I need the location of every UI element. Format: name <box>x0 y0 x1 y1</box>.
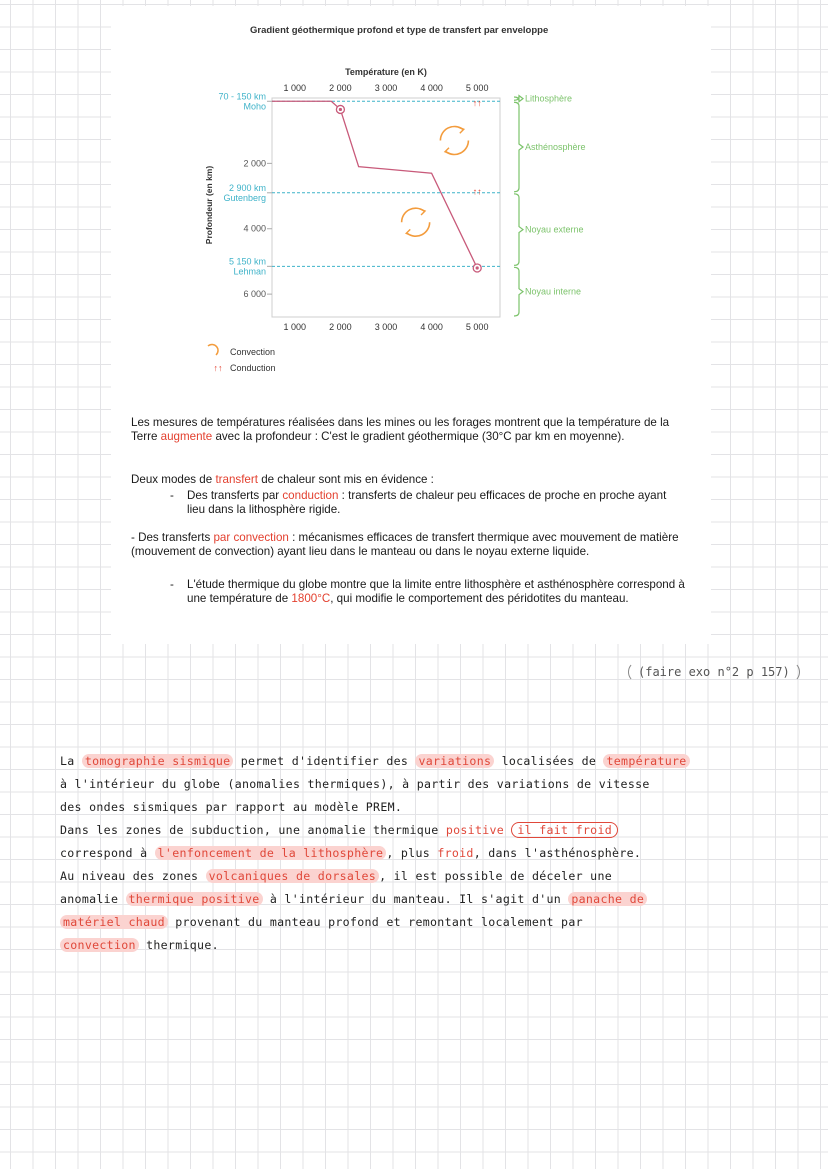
temp-tick-top: 2 000 <box>329 83 352 93</box>
temp-tick-bottom: 4 000 <box>420 322 443 332</box>
envelope-label: Asthénosphère <box>525 142 586 153</box>
hand-line-7: anomalie thermique positive à l'intérieur du manteau. Il s'agit d'un panache de <box>60 892 647 906</box>
bullet-dash-2: - <box>170 578 174 591</box>
convection-arrowhead-icon <box>459 127 464 133</box>
temp-tick-bottom: 1 000 <box>283 322 307 332</box>
temp-tick-top: 5 000 <box>465 83 489 93</box>
envelope-label: Noyau interne <box>525 286 582 297</box>
hand-line-5: correspond à l'enfoncement de la lithosphère , plus froid, dans l'asthénosphère. <box>60 846 642 860</box>
depth-label: 70 - 150 km <box>218 91 266 102</box>
envelope-label: Noyau externe <box>525 224 584 235</box>
paragraph-limit: L'étude thermique du globe montre que la limite entre lithosphère et asthénosphère correspond à une température de 1800°C, qui modifie le comportement des péridotites du manteau. <box>187 578 685 605</box>
convection-arc-icon <box>402 208 424 222</box>
legend-conduction-label: Conduction <box>230 363 276 373</box>
curve-marker-dot <box>476 266 479 269</box>
geotherm-curve <box>272 101 477 268</box>
envelope-bracket <box>514 96 523 102</box>
bullet-dash: - <box>170 489 174 502</box>
temp-tick-top: 1 000 <box>283 83 307 93</box>
hand-line-9: convection thermique. <box>60 938 219 952</box>
chart-title: Gradient géothermique profond et type de transfert par enveloppe <box>250 25 549 36</box>
legend-convection-icon <box>208 344 218 355</box>
legend-convection-label: Convection <box>230 347 276 357</box>
convection-arrowhead-icon <box>420 209 425 215</box>
depth-label-name: Gutenberg <box>223 192 266 203</box>
convection-arrowhead-icon <box>406 229 411 235</box>
hand-line-4: Dans les zones de subduction, une anomalie thermique positive il fait froid <box>60 823 618 837</box>
temp-tick-top: 4 000 <box>420 83 443 93</box>
temp-tick-bottom: 2 000 <box>329 322 352 332</box>
convection-arc-icon <box>440 126 462 140</box>
legend-conduction-icon: ↑↑ <box>213 363 223 373</box>
hand-line-8: matériel chaud provenant du manteau profond et remontant localement par <box>60 915 583 929</box>
plot-frame <box>272 98 500 317</box>
convection-arc-icon <box>446 140 468 154</box>
depth-label: 4 000 <box>243 223 266 234</box>
hand-line-6: Au niveau des zones volcaniques de dorsales , il est possible de déceler une <box>60 869 613 883</box>
paragraph-conduction: Des transferts par conduction : transferts de chaleur peu efficaces de proche en proche ayant lieu dans la lithosphère rigide. <box>187 489 667 516</box>
depth-label: 2 900 km <box>228 182 266 193</box>
depth-axis-title: Profondeur (en km) <box>204 165 214 245</box>
envelope-bracket <box>514 102 523 192</box>
temp-axis-title: Température (en K) <box>345 67 427 77</box>
depth-label: 5 150 km <box>228 256 266 267</box>
envelope-bracket <box>514 194 523 266</box>
envelope-label: Lithosphère <box>525 93 573 104</box>
depth-label-name: Lehman <box>233 266 266 277</box>
hand-line-3: des ondes sismiques par rapport au modèle PREM. <box>60 800 403 814</box>
geothermal-chart <box>0 0 828 400</box>
paragraph-gradient: Les mesures de températures réalisées dans les mines ou les forages montrent que la température de la Terre augmente avec la profondeur : C'est le gradient géothermique (30°C par km en moyenne). <box>131 416 670 443</box>
convection-arrowhead-icon <box>445 148 450 154</box>
depth-label: 6 000 <box>243 289 266 300</box>
conduction-arrows-icon: ↑↑ <box>472 98 482 108</box>
depth-label-name: Moho <box>243 101 266 112</box>
temp-tick-top: 3 000 <box>374 83 398 93</box>
exercise-reference: (faire exo n°2 p 157) <box>628 662 800 682</box>
envelope-bracket <box>514 267 523 316</box>
hand-line-2: à l'intérieur du globe (anomalies thermiques), à partir des variations de vitesse <box>60 777 650 791</box>
paragraph-transfer: Deux modes de transfert de chaleur sont mis en évidence : <box>131 473 434 486</box>
curve-marker-dot <box>339 108 342 111</box>
paragraph-convection: - Des transferts par convection : mécanismes efficaces de transfert thermique avec mouvement de matière (mouvement de convection) ayant lieu dans le manteau ou dans le noyau externe liquide. <box>131 531 679 558</box>
temp-tick-bottom: 5 000 <box>465 322 489 332</box>
temp-tick-bottom: 3 000 <box>374 322 398 332</box>
convection-arc-icon <box>407 222 429 236</box>
conduction-arrows-icon: ↑↑ <box>472 186 482 197</box>
depth-label: 2 000 <box>243 158 266 169</box>
hand-line-1: La tomographie sismique permet d'identifier des variations localisées de température <box>60 754 690 768</box>
